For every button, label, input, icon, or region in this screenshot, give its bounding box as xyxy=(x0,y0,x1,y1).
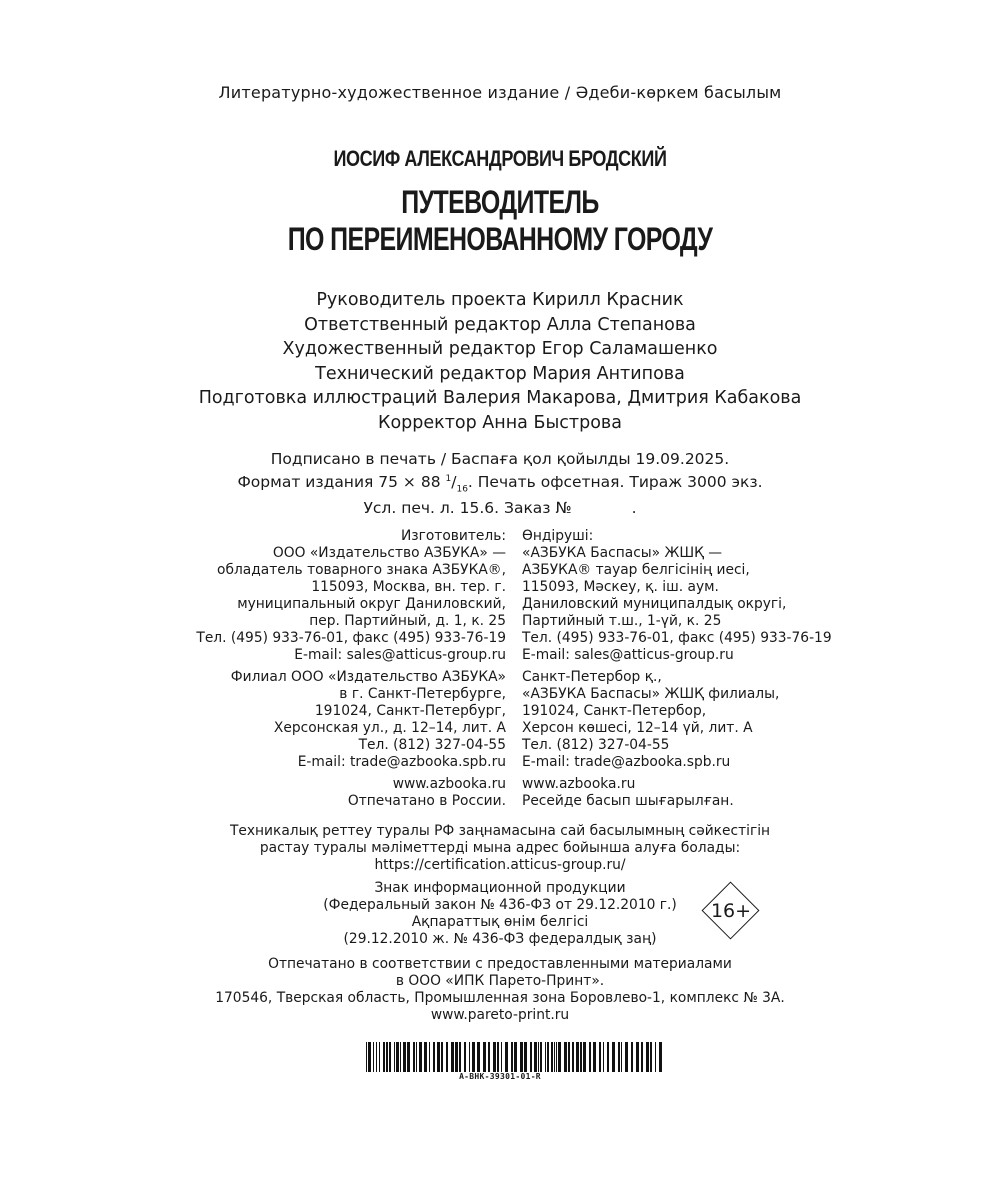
website-link: www.azbooka.ru xyxy=(522,776,636,792)
manufacturer-line: Партийный т.ш., 1-үй, к. 25 xyxy=(522,613,722,629)
manufacturer-line: Изготовитель: xyxy=(400,528,506,544)
manufacturer-line: пер. Партийный, д. 1, к. 25 xyxy=(309,613,506,629)
title-line: ПУТЕВОДИТЕЛЬ xyxy=(401,184,599,220)
credit-line: Технический редактор Мария Антипова xyxy=(315,363,685,384)
manufacturer-kazakh xyxy=(522,528,832,664)
format-prefix: Формат издания 75 × 88 xyxy=(237,472,446,491)
branch-line: Херсон көшесі, 12–14 үй, лит. А xyxy=(522,720,753,736)
printer-line: в ООО «ИПК Парето-Принт». xyxy=(395,973,605,989)
printer-line: www.pareto-print.ru xyxy=(430,1007,570,1023)
info-sign-line: Ақпараттық өнім белгісі xyxy=(411,914,589,930)
barcode-number: A-BHK-39301-01-R xyxy=(459,1072,541,1081)
branch-line: в г. Санкт-Петербурге, xyxy=(339,686,506,702)
age-rating-text: 16+ xyxy=(710,900,752,922)
fraction-numerator: 1 xyxy=(445,473,452,484)
branch-line: E-mail: trade@azbooka.spb.ru xyxy=(297,754,506,770)
branch-russian xyxy=(231,669,506,771)
author-name: ИОСИФ АЛЕКСАНДРОВИЧ БРОДСКИЙ xyxy=(333,146,667,171)
branch-line: Тел. (812) 327-04-55 xyxy=(522,737,670,753)
manufacturer-line: ООО «Издательство АЗБУКА» — xyxy=(272,545,506,561)
manufacturer-line: 115093, Москва, вн. тер. г. xyxy=(311,579,506,595)
manufacturer-line: Тел. (495) 933-76-01, факс (495) 933-76-19 xyxy=(196,630,506,646)
order-suffix: . xyxy=(631,499,637,518)
printer-line: Отпечатано в соответствии с предоставленными материалами xyxy=(268,956,732,972)
manufacturer-line: Өндіруші: xyxy=(522,528,594,544)
manufacturer-line: «АЗБУКА Баспасы» ЖШҚ — xyxy=(522,545,723,561)
order-line xyxy=(0,499,1000,519)
certification-note xyxy=(0,823,1000,874)
print-info xyxy=(0,450,1000,519)
printer-line: 170546, Тверская область, Промышленная зона Боровлево-1, комплекс № 3А. xyxy=(215,990,785,1006)
info-sign-line: Знак информационной продукции xyxy=(374,880,626,896)
info-sign-line: (Федеральный закон № 436-ФЗ от 29.12.2010 г.) xyxy=(323,897,677,913)
printer-info xyxy=(0,956,1000,1024)
certification-line: растау туралы мәліметтерді мына адрес бойынша алуға болады: xyxy=(259,840,741,856)
manufacturer-line: обладатель товарного знака АЗБУКА®, xyxy=(217,562,506,578)
branch-line: Санкт-Петербор қ., xyxy=(522,669,662,685)
website-russian xyxy=(348,776,506,810)
branch-line: 191024, Санкт-Петербург, xyxy=(314,703,506,719)
manufacturer-russian xyxy=(196,528,506,664)
format-suffix: . Печать офсетная. Тираж 3000 экз. xyxy=(467,472,763,491)
credit-line: Художественный редактор Егор Саламашенко xyxy=(282,339,718,360)
credit-line: Корректор Анна Быстрова xyxy=(378,412,622,433)
printed-in: Ресейде басып шығарылған. xyxy=(522,793,734,809)
book-title xyxy=(110,184,890,258)
manufacturer-line: Тел. (495) 933-76-01, факс (495) 933-76-19 xyxy=(522,630,832,646)
website-link: www.azbooka.ru xyxy=(392,776,506,792)
manufacturer-line: муниципальный округ Даниловский, xyxy=(237,596,506,612)
branch-line: «АЗБУКА Баспасы» ЖШҚ филиалы, xyxy=(522,686,780,702)
manufacturer-line: Даниловский муниципалдық округі, xyxy=(522,596,787,612)
barcode-icon xyxy=(366,1042,662,1072)
certification-line: Техникалық реттеу туралы РФ заңнамасына сай басылымның сәйкестігін xyxy=(229,823,771,839)
fraction-denominator: 16 xyxy=(456,483,468,494)
signed-date: Подписано в печать / Баспаға қол қойылды 19.09.2025. xyxy=(270,450,730,468)
publication-type: Литературно-художественное издание / Әдеби-көркем басылым xyxy=(218,83,782,102)
credits-list xyxy=(0,288,1000,436)
order-prefix: Усл. печ. л. 15.6. Заказ № xyxy=(363,499,572,518)
branch-line: Херсонская ул., д. 12–14, лит. А xyxy=(273,720,506,736)
credit-line: Ответственный редактор Алла Степанова xyxy=(304,314,696,335)
manufacturer-line: E-mail: sales@atticus-group.ru xyxy=(522,647,734,663)
credit-line: Руководитель проекта Кирилл Красник xyxy=(316,290,684,310)
title-line: ПО ПЕРЕИМЕНОВАННОМУ ГОРОДУ xyxy=(287,221,713,257)
manufacturer-line: АЗБУКА® тауар белгісінің иесі, xyxy=(522,562,750,578)
info-product-sign xyxy=(0,880,1000,948)
branch-line: Филиал ООО «Издательство АЗБУКА» xyxy=(230,669,506,685)
manufacturer-line: 115093, Мәскеу, қ. іш. аум. xyxy=(522,579,719,595)
manufacturer-line: E-mail: sales@atticus-group.ru xyxy=(294,647,506,663)
fraction-separator: / xyxy=(451,472,457,491)
format-line xyxy=(0,470,1000,500)
age-rating-badge xyxy=(701,881,761,941)
branch-kazakh xyxy=(522,669,779,771)
branch-line: Тел. (812) 327-04-55 xyxy=(358,737,506,753)
certification-url: https://certification.atticus-group.ru/ xyxy=(374,857,626,873)
info-sign-line: (29.12.2010 ж. № 436-ФЗ федералдық заң) xyxy=(343,931,657,947)
credit-line: Подготовка иллюстраций Валерия Макарова, Дмитрия Кабакова xyxy=(198,388,802,409)
branch-line: 191024, Санкт-Петербор, xyxy=(522,703,707,719)
branch-line: E-mail: trade@azbooka.spb.ru xyxy=(522,754,731,770)
website-kazakh xyxy=(522,776,734,810)
printed-in: Отпечатано в России. xyxy=(347,793,506,809)
